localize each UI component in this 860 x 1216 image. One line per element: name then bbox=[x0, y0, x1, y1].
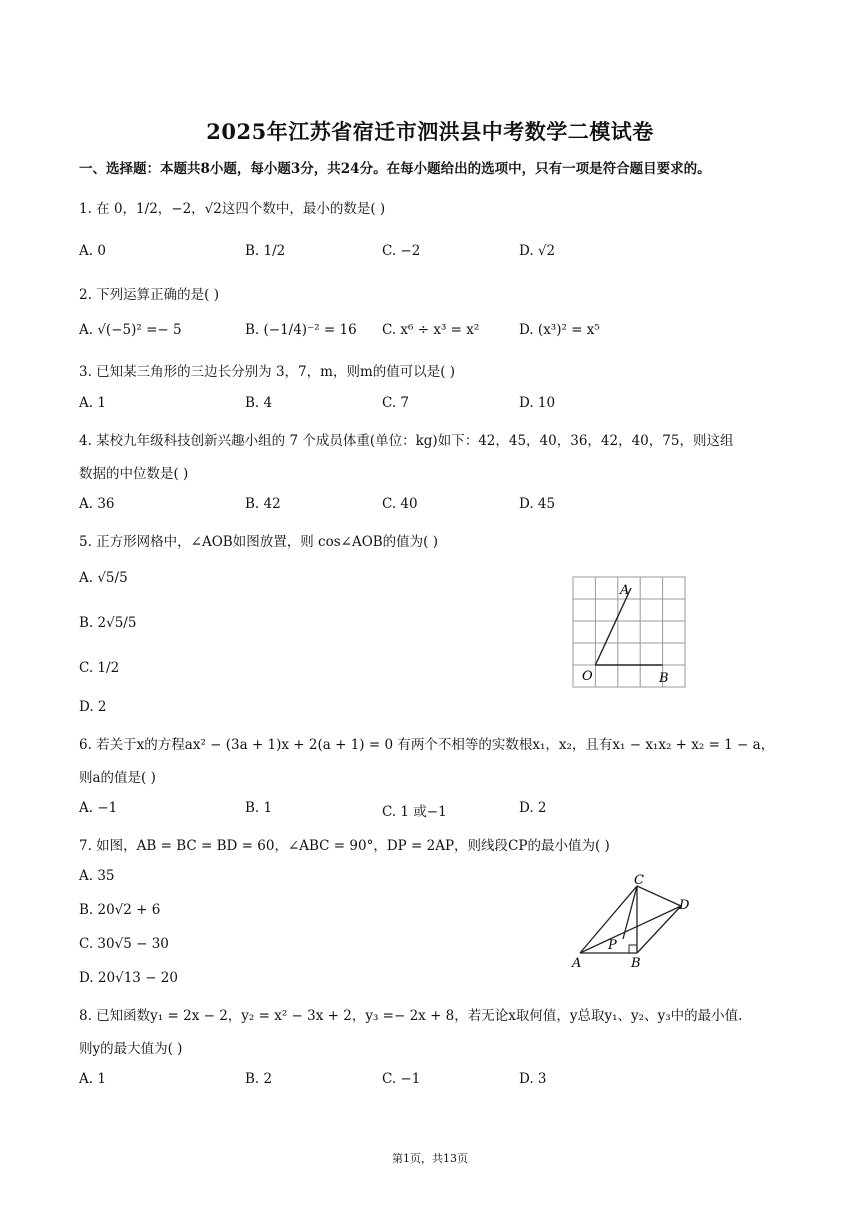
q4-option-c: C. 40 bbox=[382, 496, 418, 512]
question-4-stem-line2: 数据的中位数是( ) bbox=[79, 466, 189, 482]
q5-option-d: D. 2 bbox=[79, 699, 107, 715]
question-8-stem-line2: 则y的最大值为( ) bbox=[79, 1041, 183, 1057]
label-c: C bbox=[634, 873, 644, 888]
question-3-stem: 3. 已知某三角形的三边长分别为 3，7，m，则m的值可以是( ) bbox=[79, 364, 456, 380]
question-4-stem-line1: 4. 某校九年级科技创新兴趣小组的 7 个成员体重(单位：kg)如下：42，45，40，36，42，40，75，则这组 bbox=[79, 433, 734, 449]
q4-option-b: B. 42 bbox=[245, 496, 281, 512]
label-o: O bbox=[582, 669, 593, 684]
question-2-stem: 2. 下列运算正确的是( ) bbox=[79, 287, 219, 303]
question-5-stem: 5. 正方形网格中，∠AOB如图放置，则 cos∠AOB的值为( ) bbox=[79, 534, 439, 550]
q3-option-c: C. 7 bbox=[382, 395, 410, 411]
q3-option-d: D. 10 bbox=[519, 395, 556, 411]
q8-option-b: B. 2 bbox=[245, 1071, 273, 1087]
q6-option-c: C. 1 或−1 bbox=[382, 804, 447, 820]
triangle-figure bbox=[566, 872, 706, 972]
grid-angle-figure bbox=[570, 574, 690, 692]
q3-option-a: A. 1 bbox=[79, 395, 106, 411]
q2-option-a: A. √(−5)² =− 5 bbox=[79, 322, 182, 338]
label-a: A bbox=[572, 956, 582, 971]
q6-option-b: B. 1 bbox=[245, 800, 273, 816]
q5-option-c: C. 1/2 bbox=[79, 660, 120, 676]
question-1-stem: 1. 在 0，1/2，−2，√2这四个数中，最小的数是( ) bbox=[79, 201, 386, 217]
q8-option-a: A. 1 bbox=[79, 1071, 106, 1087]
q7-option-b: B. 20√2 + 6 bbox=[79, 902, 161, 918]
q6-option-d: D. 2 bbox=[519, 800, 547, 816]
page-footer: 第1页，共13页 bbox=[392, 1152, 468, 1165]
q1-option-c: C. −2 bbox=[382, 243, 421, 259]
q2-option-b: B. (−1/4)⁻² = 16 bbox=[245, 322, 357, 338]
label-b: B bbox=[659, 671, 669, 686]
label-b: B bbox=[631, 956, 641, 971]
q1-option-b: B. 1/2 bbox=[245, 243, 286, 259]
label-d: D bbox=[679, 898, 690, 913]
label-a: A bbox=[620, 583, 630, 598]
q7-option-d: D. 20√13 − 20 bbox=[79, 970, 178, 986]
label-p: P bbox=[608, 938, 617, 953]
q1-option-a: A. 0 bbox=[79, 243, 106, 259]
question-8-stem-line1: 8. 已知函数y₁ = 2x − 2，y₂ = x² − 3x + 2，y₃ =− 2x + 8，若无论x取何值，y总取y₁、y₂、y₃中的最小值. bbox=[79, 1008, 743, 1024]
q2-option-c: C. x⁶ ÷ x³ = x² bbox=[382, 322, 480, 338]
q7-option-a: A. 35 bbox=[79, 868, 115, 884]
section-heading: 一、选择题：本题共8小题，每小题3分，共24分。在每小题给出的选项中，只有一项是符合题目要求的。 bbox=[79, 161, 711, 177]
q2-option-d: D. (x³)² = x⁵ bbox=[519, 322, 600, 338]
q5-option-a: A. √5/5 bbox=[79, 570, 128, 586]
q6-option-a: A. −1 bbox=[79, 800, 118, 816]
q8-option-c: C. −1 bbox=[382, 1071, 421, 1087]
q5-option-b: B. 2√5/5 bbox=[79, 615, 137, 631]
question-6-stem-line2: 则a的值是( ) bbox=[79, 770, 156, 786]
q4-option-a: A. 36 bbox=[79, 496, 115, 512]
q1-option-d: D. √2 bbox=[519, 243, 556, 259]
q7-option-c: C. 30√5 − 30 bbox=[79, 936, 169, 952]
q3-option-b: B. 4 bbox=[245, 395, 273, 411]
q4-option-d: D. 45 bbox=[519, 496, 556, 512]
question-7-stem: 7. 如图，AB = BC = BD = 60，∠ABC = 90°，DP = 2AP，则线段CP的最小值为( ) bbox=[79, 838, 610, 854]
page-title: 2025年江苏省宿迁市泗洪县中考数学二模试卷 bbox=[206, 119, 654, 144]
question-6-stem-line1: 6. 若关于x的方程ax² − (3a + 1)x + 2(a + 1) = 0 有两个不相等的实数根x₁，x₂，且有x₁ − x₁x₂ + x₂ = 1 − a， bbox=[79, 737, 775, 753]
q8-option-d: D. 3 bbox=[519, 1071, 547, 1087]
